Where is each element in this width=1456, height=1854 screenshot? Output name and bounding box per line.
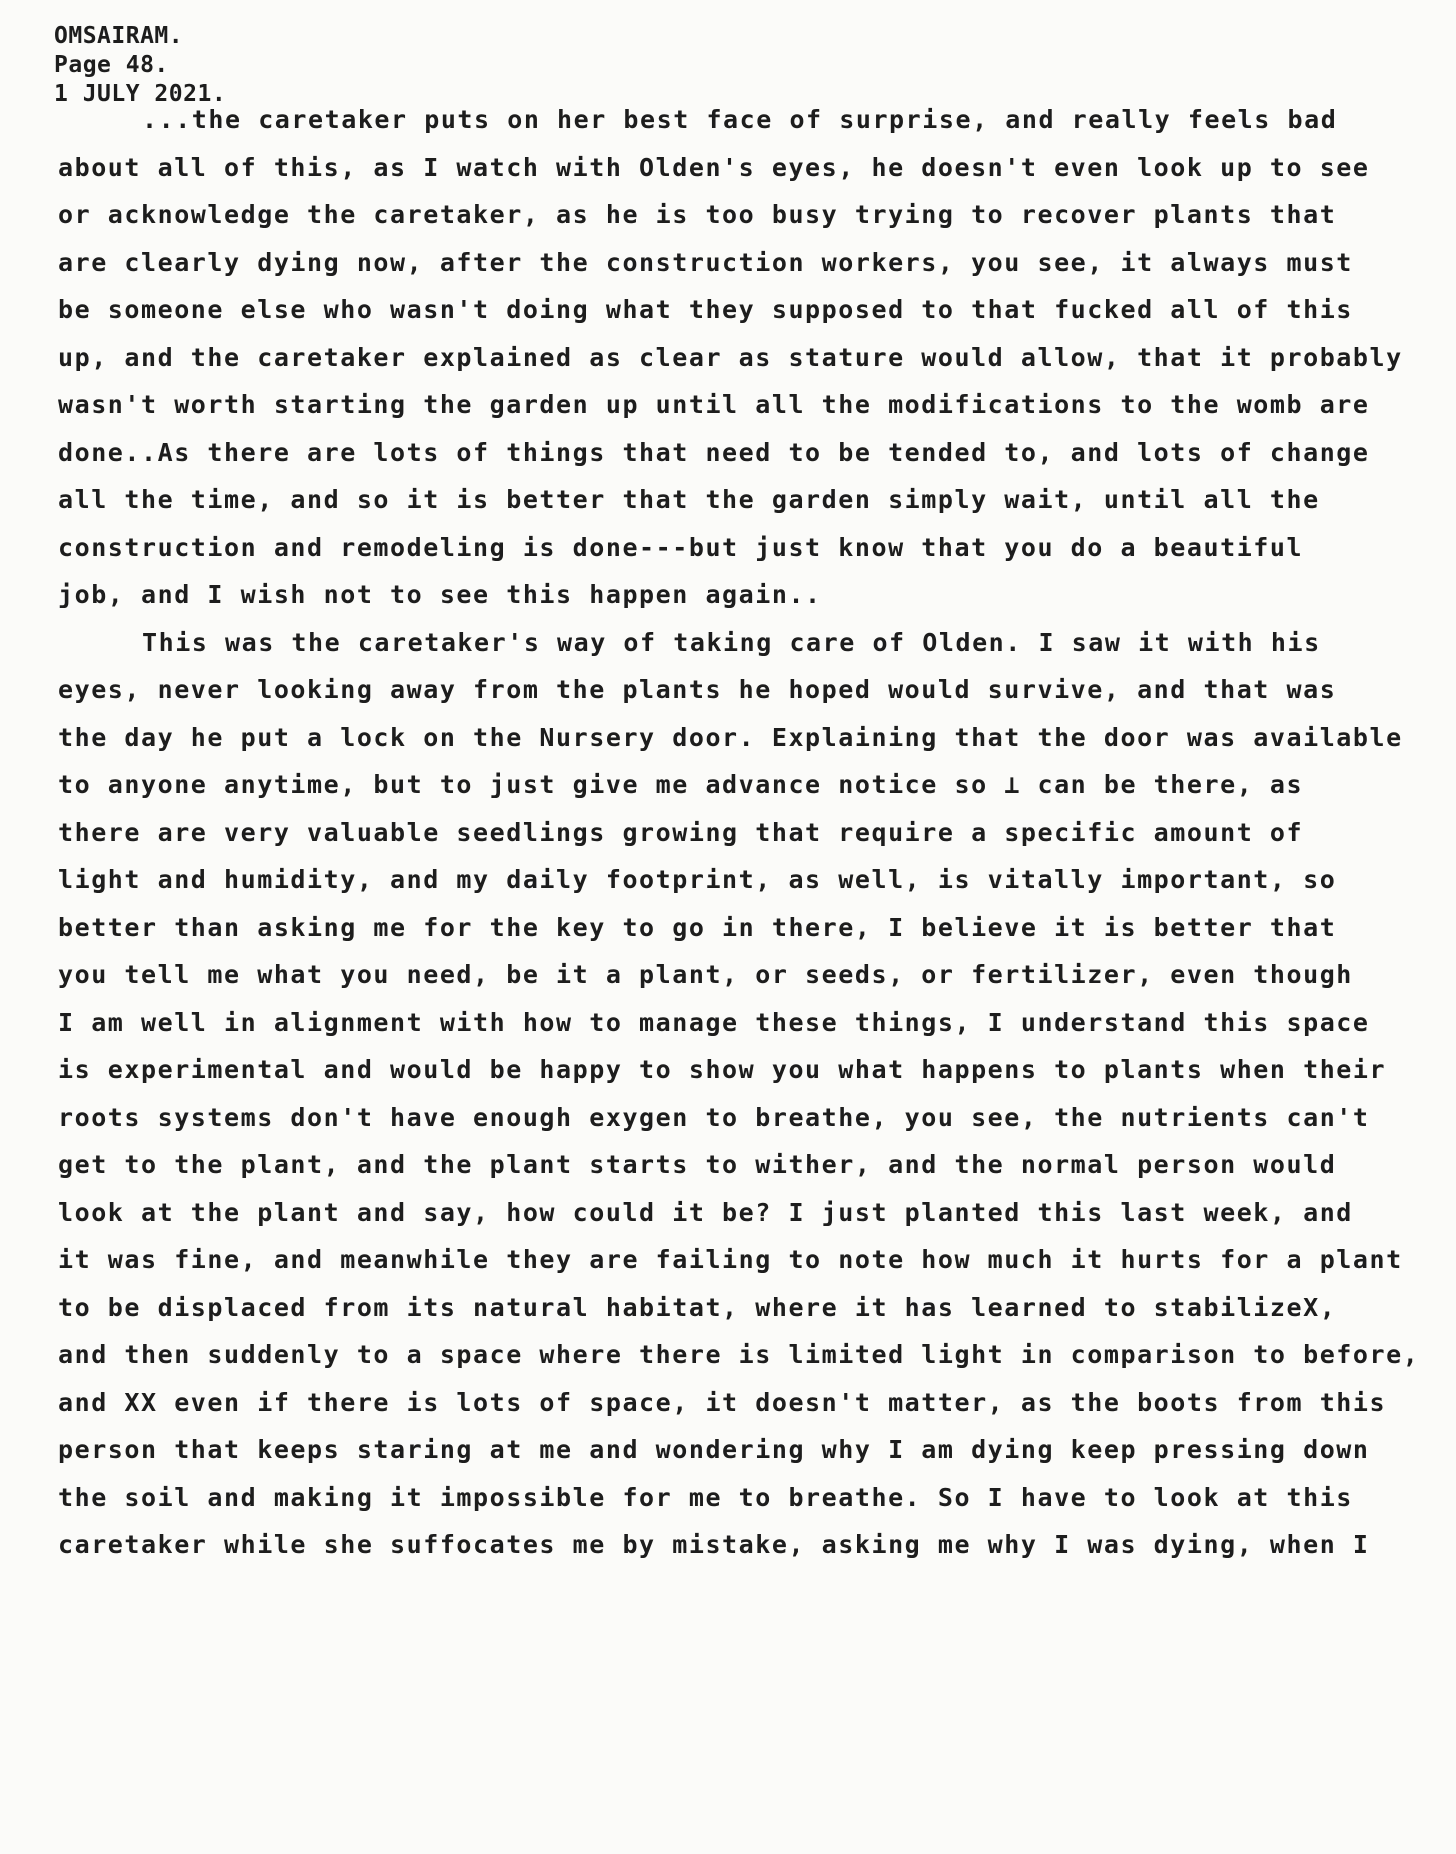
text-line: it was fine, and meanwhile they are failing to note how much it hurts for a plant [58,1245,1403,1274]
text-line: person that keeps staring at me and wondering why I am dying keep pressing down [58,1435,1370,1464]
text-line: This was the caretaker's way of taking care of Olden. I saw it with his [142,628,1321,657]
text-line: get to the plant, and the plant starts to wither, and the normal person would [58,1150,1337,1179]
text-line: done..As there are lots of things that need to be tended to, and lots of change [58,438,1370,467]
text-line: up, and the caretaker explained as clear as stature would allow, that it probably [58,343,1403,372]
text-line: or acknowledge the caretaker, as he is too busy trying to recover plants that [58,200,1337,229]
header-date: 1 JULY 2021. [54,81,227,107]
text-line: to be displaced from its natural habitat, where it has learned to stabilizeX, [58,1293,1337,1322]
text-line: ...the caretaker puts on her best face of surprise, and really feels bad [142,105,1338,134]
text-line: there are very valuable seedlings growing that require a specific amount of [58,818,1304,847]
text-line: to anyone anytime, but to just give me advance notice so ⊥ can be there, as [58,770,1304,799]
text-line: and XX even if there is lots of space, it doesn't matter, as the boots from this [58,1388,1387,1417]
header-title: OMSAIRAM. [54,23,184,49]
text-line: and then suddenly to a space where there is limited light in comparison to before, [58,1340,1420,1369]
header-page-number: Page 48. [54,52,169,78]
text-line: better than asking me for the key to go in there, I believe it is better that [58,913,1337,942]
text-line: caretaker while she suffocates me by mistake, asking me why I was dying, when I [58,1530,1370,1559]
text-line: look at the plant and say, how could it be? I just planted this last week, and [58,1198,1353,1227]
text-line: you tell me what you need, be it a plant, or seeds, or fertilizer, even though [58,960,1353,989]
text-line: construction and remodeling is done---but just know that you do a beautiful [58,533,1304,562]
text-line: the day he put a lock on the Nursery door. Explaining that the door was available [58,723,1403,752]
text-line: is experimental and would be happy to show you what happens to plants when their [58,1055,1387,1084]
text-line: are clearly dying now, after the construction workers, you see, it always must [58,248,1353,277]
text-line: all the time, and so it is better that the garden simply wait, until all the [58,485,1320,514]
text-line: I am well in alignment with how to manage these things, I understand this space [58,1008,1370,1037]
text-line: light and humidity, and my daily footprint, as well, is vitally important, so [58,865,1337,894]
text-line: be someone else who wasn't doing what they supposed to that fucked all of this [58,295,1353,324]
text-line: eyes, never looking away from the plants he hoped would survive, and that was [58,675,1337,704]
text-line: wasn't worth starting the garden up until all the modifications to the womb are [58,390,1370,419]
text-line: the soil and making it impossible for me to breathe. So I have to look at this [58,1483,1353,1512]
text-line: job, and I wish not to see this happen again.. [58,580,822,609]
text-line: about all of this, as I watch with Olden's eyes, he doesn't even look up to see [58,153,1370,182]
text-line: roots systems don't have enough exygen to breathe, you see, the nutrients can't [58,1103,1370,1132]
